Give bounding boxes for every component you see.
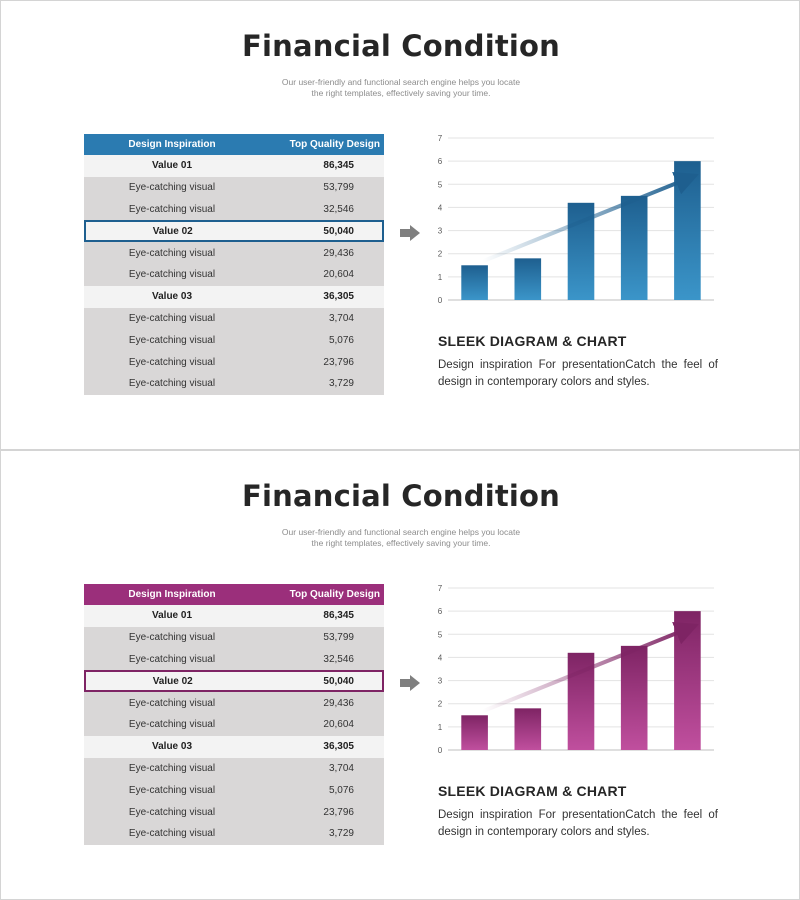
row-label: Eye-catching visual [128, 203, 216, 215]
row-value: 5,076 [328, 784, 354, 796]
bar-2 [515, 708, 542, 750]
table-row [84, 329, 384, 351]
subtitle [1, 527, 800, 549]
table-row [84, 351, 384, 373]
y-tick-label: 5 [437, 630, 443, 640]
y-tick-label: 1 [437, 722, 443, 732]
section-heading: SLEEK DIAGRAM & CHART [438, 333, 627, 349]
right-arrow-icon [400, 225, 420, 241]
y-tick-label: 6 [437, 607, 443, 617]
subtitle-line-2: the right templates, effectively saving your time. [311, 88, 491, 98]
row-value: 3,729 [328, 378, 354, 390]
table-header [84, 584, 384, 605]
table-row [84, 627, 384, 649]
row-label: Eye-catching visual [128, 762, 216, 774]
row-label: Eye-catching visual [128, 784, 216, 796]
row-label: Eye-catching visual [128, 828, 216, 840]
y-tick-label: 6 [437, 157, 443, 167]
data-table [84, 584, 384, 845]
y-tick-label: 4 [437, 203, 443, 213]
row-label: Eye-catching visual [128, 182, 216, 194]
row-value: 29,436 [323, 247, 354, 259]
row-value: 32,546 [323, 203, 354, 215]
row-label: Eye-catching visual [128, 356, 216, 368]
row-value: 53,799 [323, 632, 354, 644]
bar-1 [461, 715, 488, 750]
row-label: Eye-catching visual [128, 378, 216, 390]
row-label: Eye-catching visual [128, 269, 216, 281]
page-title: Financial Condition [241, 29, 561, 63]
table-header [84, 134, 384, 155]
table-row [84, 199, 384, 221]
row-label: Value 01 [151, 610, 193, 622]
table-row [84, 779, 384, 801]
section-description: Design inspiration For presentationCatch the feel of design in contemporary colors and styles. [438, 359, 718, 388]
bar-4 [621, 196, 648, 300]
header-top-quality-design: Top Quality Design [289, 589, 380, 600]
row-label: Value 03 [151, 291, 193, 303]
table-row [84, 801, 384, 823]
row-value: 3,704 [328, 762, 354, 774]
table-row-group [84, 605, 384, 627]
bar-1 [461, 265, 488, 300]
row-value: 50,040 [323, 225, 354, 237]
table-row [84, 692, 384, 714]
table-row [84, 649, 384, 671]
table-row-group [84, 155, 384, 177]
y-tick-label: 3 [437, 676, 443, 686]
y-tick-label: 7 [437, 584, 443, 593]
row-value: 23,796 [323, 806, 354, 818]
row-label: Eye-catching visual [128, 806, 216, 818]
data-table [84, 134, 384, 395]
row-value: 23,796 [323, 356, 354, 368]
row-label: Eye-catching visual [128, 632, 216, 644]
bar-chart [426, 579, 721, 759]
row-value: 50,040 [323, 675, 354, 687]
table-row [84, 308, 384, 330]
y-tick-label: 3 [437, 226, 443, 236]
subtitle-line-1: Our user-friendly and functional search engine helps you locate [281, 527, 521, 537]
row-label: Eye-catching visual [128, 697, 216, 709]
row-value: 53,799 [323, 182, 354, 194]
table-row [84, 714, 384, 736]
table-row [84, 373, 384, 395]
row-label: Value 01 [151, 160, 193, 172]
header-design-inspiration: Design Inspiration [128, 139, 216, 150]
y-tick-label: 2 [437, 249, 443, 259]
table-row [84, 758, 384, 780]
row-value: 86,345 [323, 610, 354, 622]
row-value: 36,305 [323, 291, 354, 303]
row-value: 36,305 [323, 741, 354, 753]
row-value: 5,076 [328, 334, 354, 346]
header-top-quality-design: Top Quality Design [289, 139, 380, 150]
table-row-highlighted [84, 670, 384, 692]
section-heading: SLEEK DIAGRAM & CHART [438, 783, 627, 799]
row-value: 32,546 [323, 653, 354, 665]
row-label: Eye-catching visual [128, 312, 216, 324]
y-tick-label: 2 [437, 699, 443, 709]
subtitle-line-2: the right templates, effectively saving your time. [311, 538, 491, 548]
table-row [84, 242, 384, 264]
y-tick-label: 7 [437, 134, 443, 143]
table-row-group [84, 736, 384, 758]
slide-purple [0, 450, 800, 900]
row-label: Value 02 [152, 225, 193, 237]
bar-4 [621, 646, 648, 750]
y-tick-label: 0 [437, 746, 443, 755]
y-tick-label: 0 [437, 296, 443, 305]
table-row [84, 177, 384, 199]
table-body [84, 155, 384, 395]
row-label: Eye-catching visual [128, 334, 216, 346]
table-row-group [84, 286, 384, 308]
row-value: 3,704 [328, 312, 354, 324]
bar-2 [515, 258, 542, 300]
header-design-inspiration: Design Inspiration [128, 589, 216, 600]
row-label: Eye-catching visual [128, 653, 216, 665]
right-arrow-icon [400, 675, 420, 691]
y-tick-label: 5 [437, 180, 443, 190]
row-value: 29,436 [323, 697, 354, 709]
table-body [84, 605, 384, 845]
page-title: Financial Condition [241, 479, 561, 513]
table-row [84, 823, 384, 845]
row-label: Value 03 [151, 741, 193, 753]
table-row [84, 264, 384, 286]
row-value: 3,729 [328, 828, 354, 840]
row-value: 86,345 [323, 160, 354, 172]
row-label: Value 02 [152, 675, 193, 687]
row-label: Eye-catching visual [128, 247, 216, 259]
y-tick-label: 4 [437, 653, 443, 663]
subtitle [1, 77, 800, 99]
row-label: Eye-catching visual [128, 719, 216, 731]
y-tick-label: 1 [437, 272, 443, 282]
section-description: Design inspiration For presentationCatch the feel of design in contemporary colors and styles. [438, 809, 718, 838]
table-row-highlighted [84, 220, 384, 242]
subtitle-line-1: Our user-friendly and functional search engine helps you locate [281, 77, 521, 87]
row-value: 20,604 [323, 719, 354, 731]
row-value: 20,604 [323, 269, 354, 281]
bar-chart [426, 129, 721, 309]
